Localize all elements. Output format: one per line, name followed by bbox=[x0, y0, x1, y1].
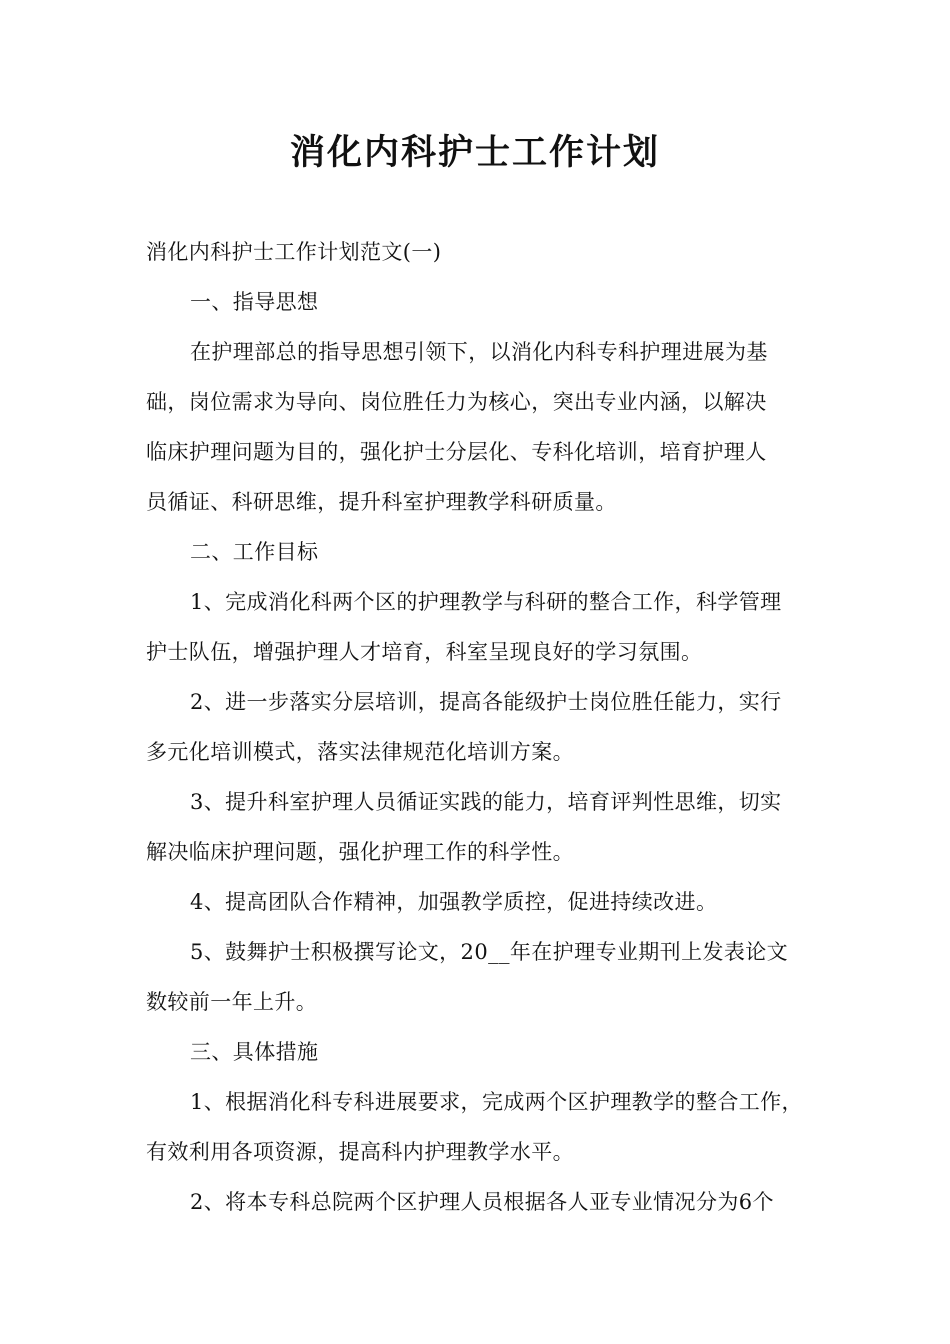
document-body bbox=[146, 227, 814, 1227]
paragraph-line: 2、进一步落实分层培训，提高各能级护士岗位胜任能力，实行 bbox=[190, 690, 782, 714]
section-heading-work-goals: 二、工作目标 bbox=[190, 540, 319, 564]
paragraph-line: 1、根据消化科专科进展要求，完成两个区护理教学的整合工作， bbox=[190, 1090, 803, 1114]
paragraph-line: 3、提升科室护理人员循证实践的能力，培育评判性思维，切实 bbox=[190, 790, 782, 814]
paragraph-line: 有效利用各项资源，提高科内护理教学水平。 bbox=[146, 1140, 574, 1164]
section-heading-specific-measures: 三、具体措施 bbox=[190, 1040, 319, 1064]
document-title: 消化内科护士工作计划 bbox=[289, 132, 660, 173]
paragraph-line: 在护理部总的指导思想引领下，以消化内科专科护理进展为基 bbox=[190, 340, 768, 364]
paragraph-line: 临床护理问题为目的，强化护士分层化、专科化培训，培育护理人 bbox=[146, 440, 767, 464]
paragraph-line: 解决临床护理问题，强化护理工作的科学性。 bbox=[146, 840, 574, 864]
paragraph-line: 员循证、科研思维，提升科室护理教学科研质量。 bbox=[146, 490, 617, 514]
paragraph-line: 5、鼓舞护士积极撰写论文，20__年在护理专业期刊上发表论文 bbox=[190, 940, 789, 964]
paragraph-line: 数较前一年上升。 bbox=[146, 990, 318, 1014]
section-heading-guiding-ideology: 一、指导思想 bbox=[190, 290, 319, 314]
paragraph-line: 护士队伍，增强护理人才培育，科室呈现良好的学习氛围。 bbox=[146, 640, 703, 664]
paragraph-line: 多元化培训模式，落实法律规范化培训方案。 bbox=[146, 740, 574, 764]
paragraph-line: 2、将本专科总院两个区护理人员根据各人亚专业情况分为6个 bbox=[190, 1190, 774, 1214]
paragraph-line: 4、提高团队合作精神，加强教学质控，促进持续改进。 bbox=[190, 890, 718, 914]
paragraph-line: 础，岗位需求为导向、岗位胜任力为核心，突出专业内涵，以解决 bbox=[146, 390, 767, 414]
paragraph-line: 1、完成消化科两个区的护理教学与科研的整合工作，科学管理 bbox=[190, 590, 782, 614]
document-subtitle: 消化内科护士工作计划范文(一) bbox=[146, 240, 442, 264]
